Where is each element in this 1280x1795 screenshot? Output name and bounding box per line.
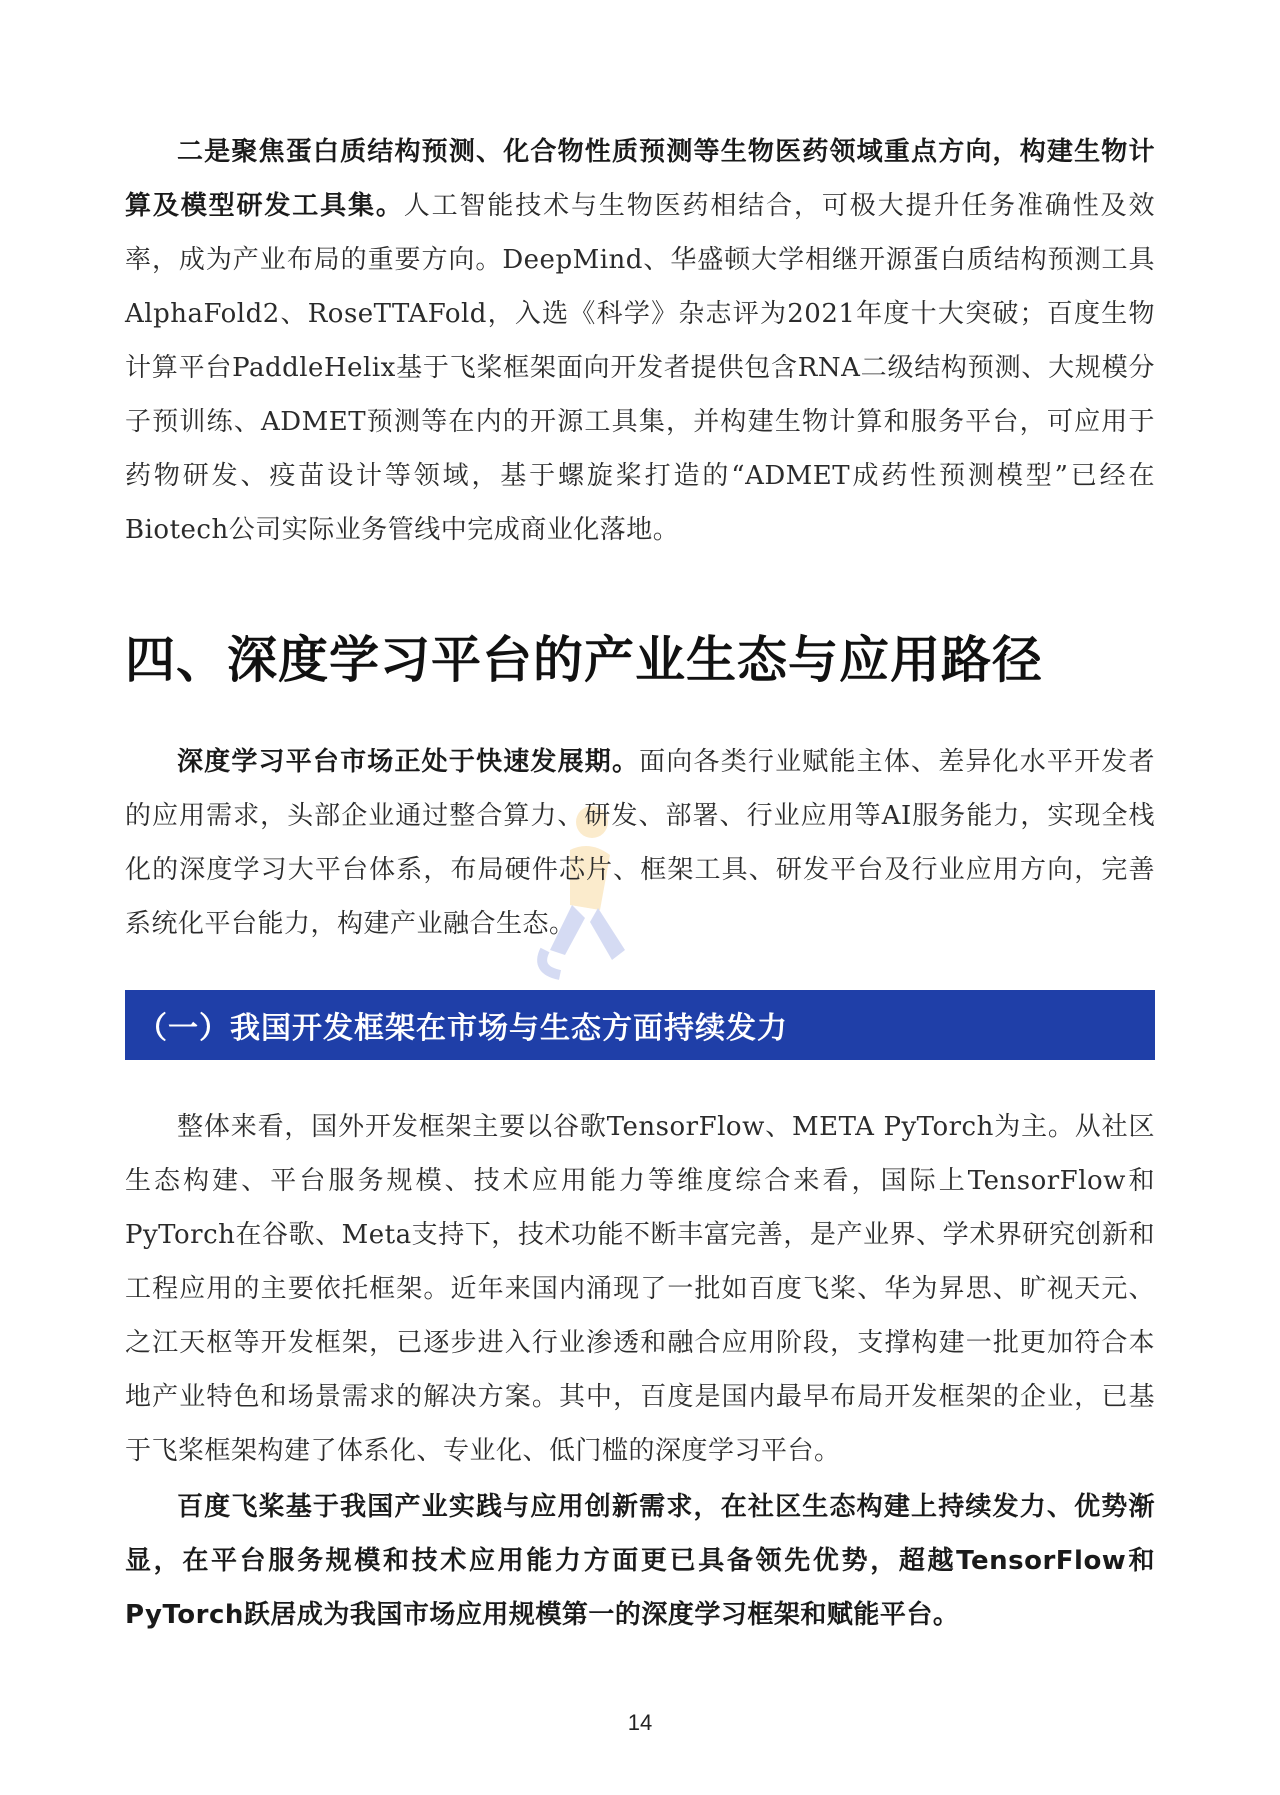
paragraph-2: [125, 735, 1155, 951]
paragraph-1: [125, 125, 1155, 557]
paragraph-2-lead: 深度学习平台市场正处于快速发展期。: [177, 747, 640, 777]
section-heading-block: [125, 625, 1155, 695]
paragraph-3: 整体来看，国外开发框架主要以谷歌TensorFlow、META PyTorch为主。从社区生态构建、平台服务规模、技术应用能力等维度综合来看，国际上TensorFlow和PyTorch在谷歌、Meta支持下，技术功能不断丰富完善，是产业界、学术界研究创新和工程应用的主要依托框架。近年来国内涌现了一批如百度飞桨、华为昇思、旷视天元、之江天枢等开发框架，已逐步进入行业渗透和融合应用阶段，支撑构建一批更加符合本地产业特色和场景需求的解决方案。其中，百度是国内最早布局开发框架的企业，已基于飞桨框架构建了体系化、专业化、低门槛的深度学习平台。: [125, 1112, 1155, 1466]
paragraph-block-4: [125, 1480, 1155, 1642]
paragraph-block-3: [125, 1100, 1155, 1478]
section-title: 四、深度学习平台的产业生态与应用路径: [125, 631, 1043, 689]
paragraph-1-lead: 二是聚焦蛋白质结构预测、化合物性质预测等生物医药领域重点方向，构建生物计算及模型研发工具集。: [125, 137, 1155, 221]
subsection-title: （一）我国开发框架在市场与生态方面持续发力: [137, 1011, 788, 1046]
paragraph-1-body: 人工智能技术与生物医药相结合，可极大提升任务准确性及效率，成为产业布局的重要方向。DeepMind、华盛顿大学相继开源蛋白质结构预测工具AlphaFold2、RoseTTAFold，入选《科学》杂志评为2021年度十大突破；百度生物计算平台PaddleHelix基于飞桨框架面向开发者提供包含RNA二级结构预测、大规模分子预训练、ADMET预测等在内的开源工具集，并构建生物计算和服务平台，可应用于药物研发、疫苗设计等领域，基于螺旋桨打造的“ADMET成药性预测模型”已经在Biotech公司实际业务管线中完成商业化落地。: [125, 191, 1155, 545]
subsection-banner: [125, 990, 1155, 1060]
page-number: 14: [627, 1710, 653, 1735]
paragraph-2-body: 面向各类行业赋能主体、差异化水平开发者的应用需求，头部企业通过整合算力、研发、部署、行业应用等AI服务能力，实现全栈化的深度学习大平台体系，布局硬件芯片、框架工具、研发平台及行业应用方向，完善系统化平台能力，构建产业融合生态。: [125, 747, 1155, 939]
paragraph-block-2: [125, 735, 1155, 951]
paragraph-block-1: [125, 125, 1155, 557]
subsection-banner-block: [125, 990, 1155, 1060]
paragraph-4: 百度飞桨基于我国产业实践与应用创新需求，在社区生态构建上持续发力、优势渐显，在平台服务规模和技术应用能力方面更已具备领先优势，超越TensorFlow和PyTorch跃居成为我国市场应用规模第一的深度学习框架和赋能平台。: [125, 1492, 1155, 1630]
